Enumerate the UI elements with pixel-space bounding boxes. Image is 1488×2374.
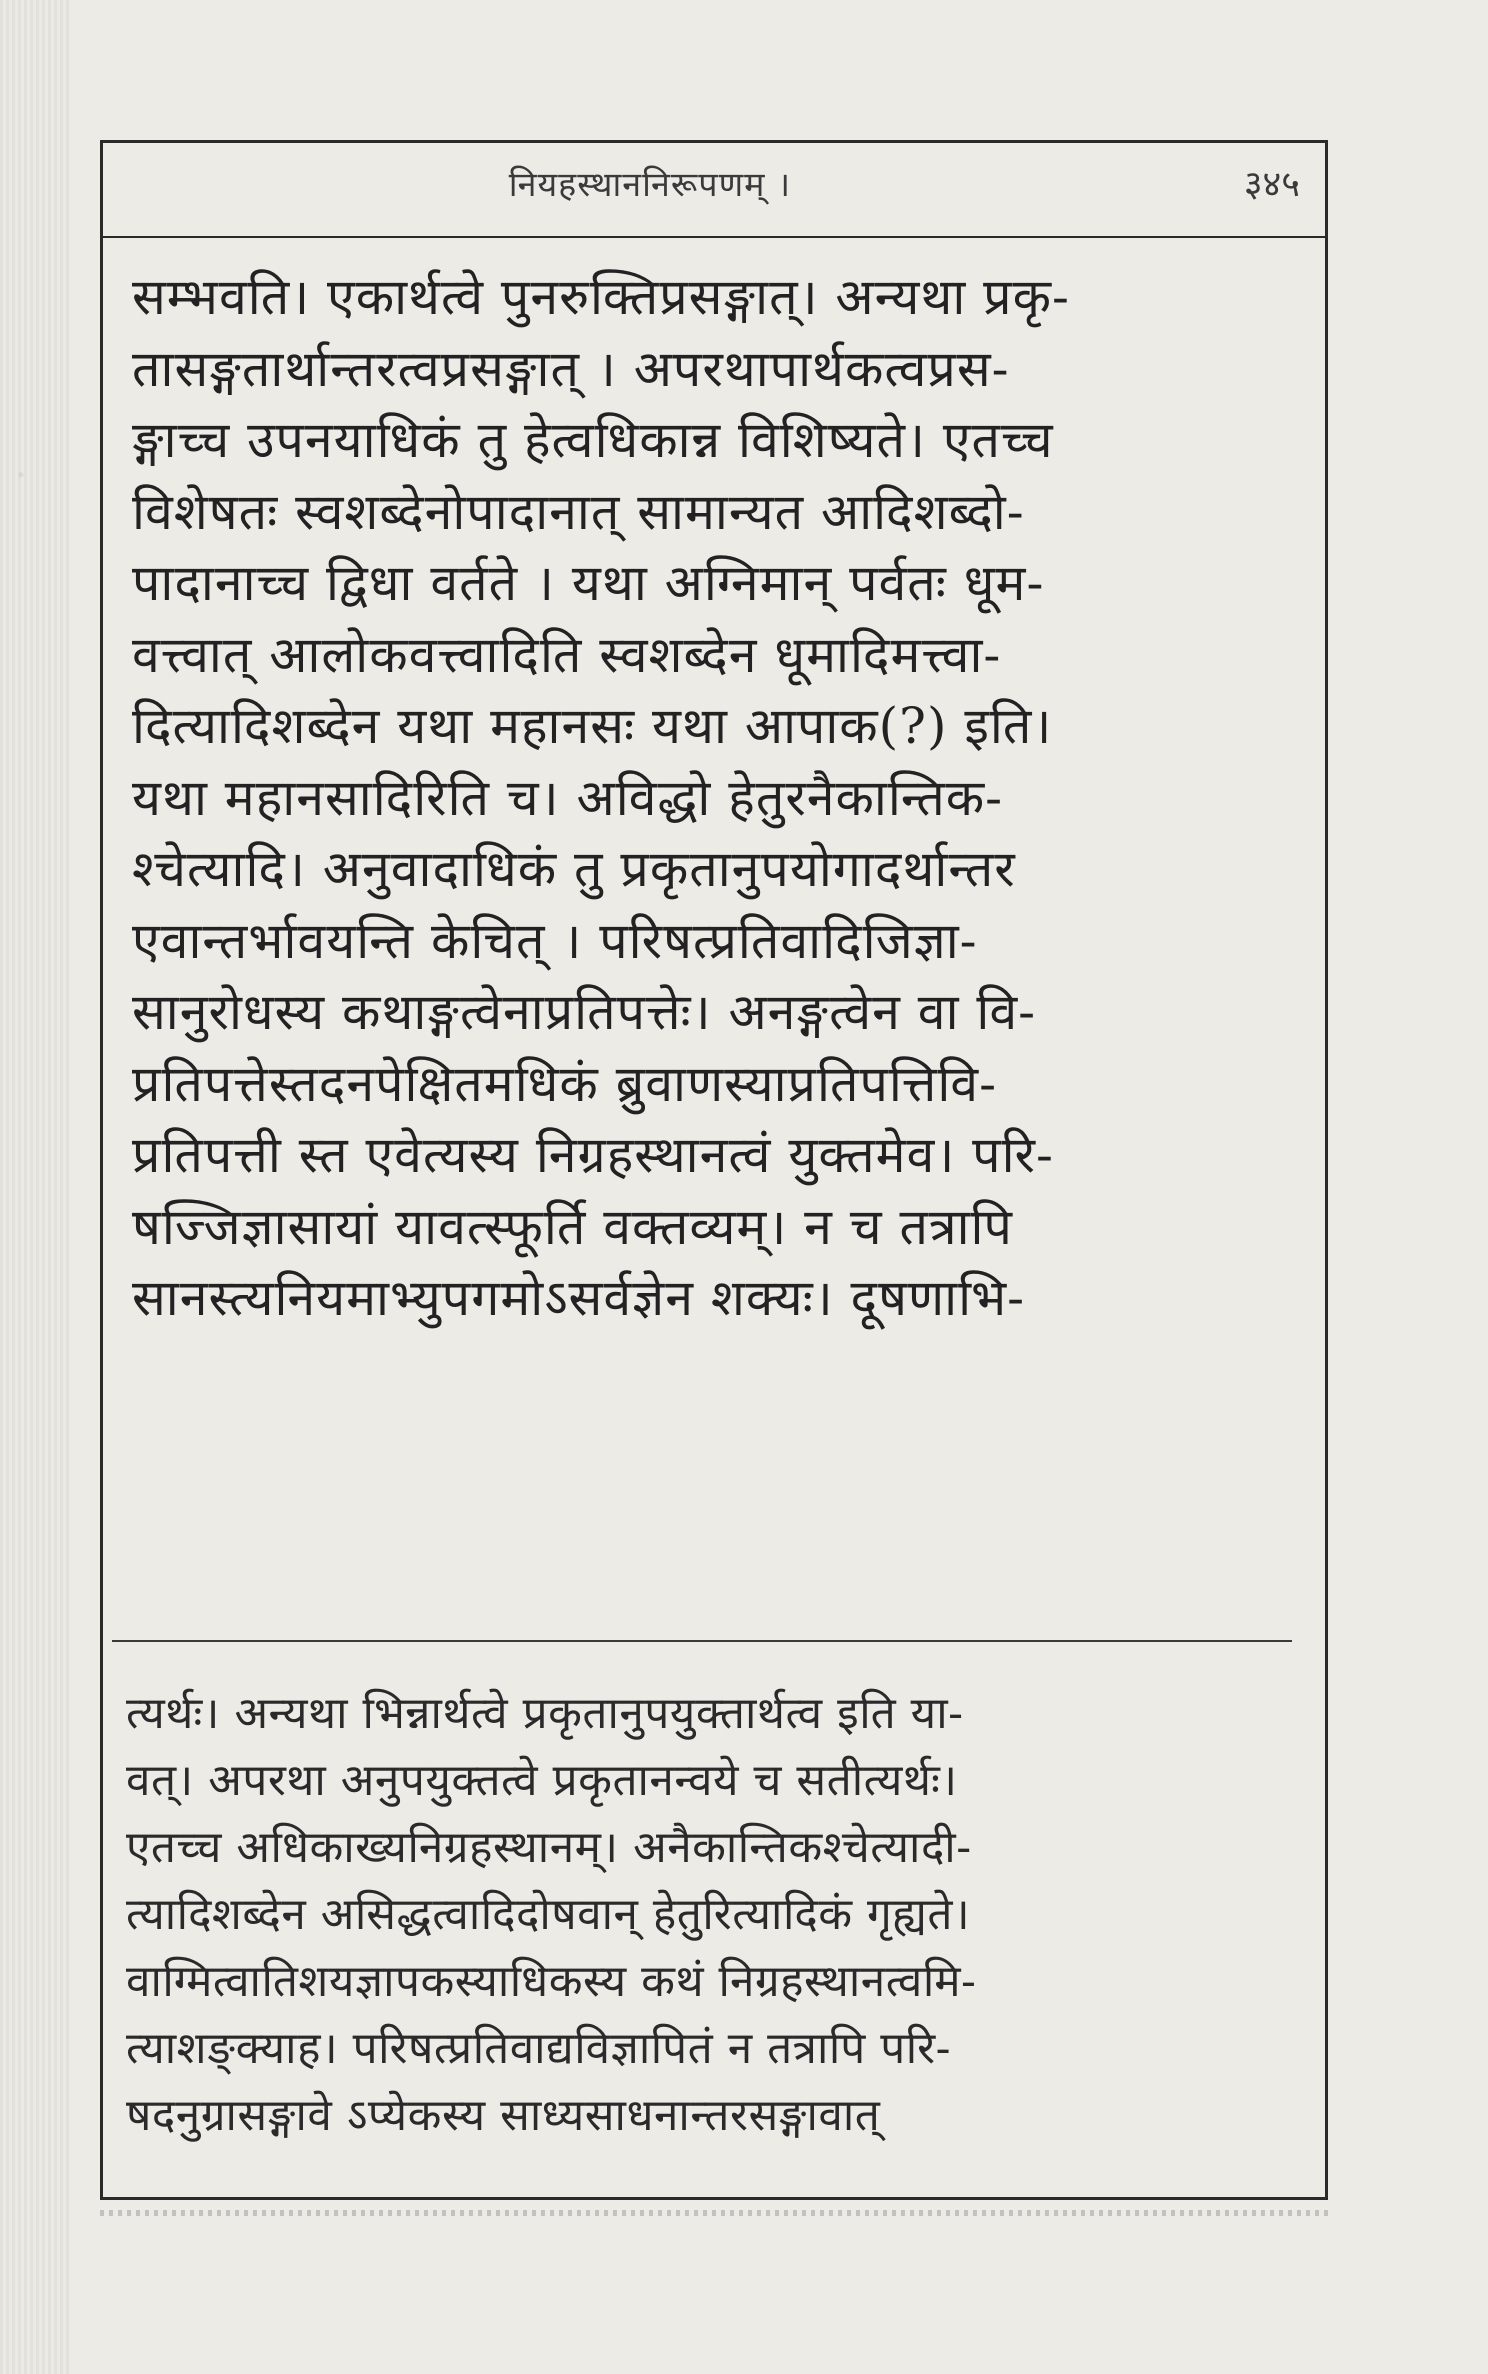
main-text-line: विशेषतः स्वशब्देनोपादानात् सामान्यत आदिशब्दो- (132, 482, 1025, 541)
main-text-line: पादानाच्च द्विधा वर्तते । यथा अग्निमान् पर्वतः धूम- (132, 554, 1045, 612)
main-text-line: ङ्गाच्च उपनयाधिकं तु हेत्वधिकान्न विशिष्यते। एतच्च (132, 411, 1054, 469)
running-title: नियहस्थाननिरूपणम् । (508, 165, 792, 205)
main-text-line: एवान्तर्भावयन्ति केचित् । परिषत्प्रतिवादिजिज्ञा- (132, 911, 978, 970)
bottom-page-edge (100, 2210, 1328, 2216)
footnote-line: वत्। अपरथा अनुपयुक्तत्वे प्रकृतानन्वये च सतीत्यर्थः। (126, 1755, 958, 1806)
footnote-line: षदनुग्रासङ्गावे ऽप्येकस्य साध्यसाधनान्तरसङ्गावात् (126, 2090, 881, 2141)
header-bottom-rule (100, 236, 1328, 238)
footnote-line: वाग्मित्वातिशयज्ञापकस्याधिकस्य कथं निग्रहस्थानत्वमि- (126, 1956, 977, 2007)
page-number: ३४५ (1243, 164, 1300, 205)
main-text-block (132, 262, 1302, 1335)
main-text-line: श्चेत्यादि। अनुवादाधिकं तु प्रकृतानुपयोगादर्थान्तर (132, 840, 1016, 898)
main-text-line: दित्यादिशब्देन यथा महानसः यथा आपाक(?) इति। (132, 697, 1053, 755)
main-text-line: प्रतिपत्तेस्तदनपेक्षितमधिकं ब्रुवाणस्याप्रतिपत्तिवि- (132, 1054, 997, 1113)
footnote-line: त्यादिशब्देन असिद्धत्वादिदोषवान् हेतुरित्यादिकं गृह्यते। (126, 1889, 971, 1940)
main-text-line: सानस्त्यनियमाभ्युपगमोऽसर्वज्ञेन शक्यः। दूषणाभि- (132, 1269, 1026, 1327)
footnote-line: त्याशङ्क्याह। परिषत्प्रतिवाद्यविज्ञापितं न तत्रापि परि- (126, 2023, 951, 2074)
footnote-line: त्यर्थः। अन्यथा भिन्नार्थत्वे प्रकृतानुपयुक्तार्थत्व इति या- (126, 1688, 964, 1739)
main-text-line: प्रतिपत्ती स्त एवेत्यस्य निग्रहस्थानत्वं युक्तमेव। परि- (132, 1126, 1054, 1184)
scan-edge-texture (0, 0, 70, 2374)
main-text-line: यथा महानसादिरिति च। अविद्धो हेतुरनैकान्तिक- (132, 768, 1004, 827)
footnote-divider (112, 1640, 1292, 1642)
footnote-block (126, 1680, 1302, 2149)
footnote-line: एतच्च अधिकाख्यनिग्रहस्थानम्। अनैकान्तिकश्चेत्यादी- (126, 1822, 972, 1873)
main-text-line: षज्जिज्ञासायां यावत्स्फूर्ति वक्तव्यम्। न च तत्रापि (132, 1197, 1013, 1256)
main-text-line: वत्त्वात् आलोकवत्त्वादिति स्वशब्देन धूमादिमत्त्वा- (132, 625, 1002, 684)
main-text-line: तासङ्गतार्थान्तरत्वप्रसङ्गात् । अपरथापार्थकत्वप्रस- (132, 339, 1010, 398)
main-text-line: सानुरोधस्य कथाङ्गत्वेनाप्रतिपत्तेः। अनङ्गत्वेन वा वि- (132, 983, 1037, 1041)
main-text-line: सम्भवति। एकार्थत्वे पुनरुक्तिप्रसङ्गात्। अन्यथा प्रकृ- (132, 268, 1070, 326)
